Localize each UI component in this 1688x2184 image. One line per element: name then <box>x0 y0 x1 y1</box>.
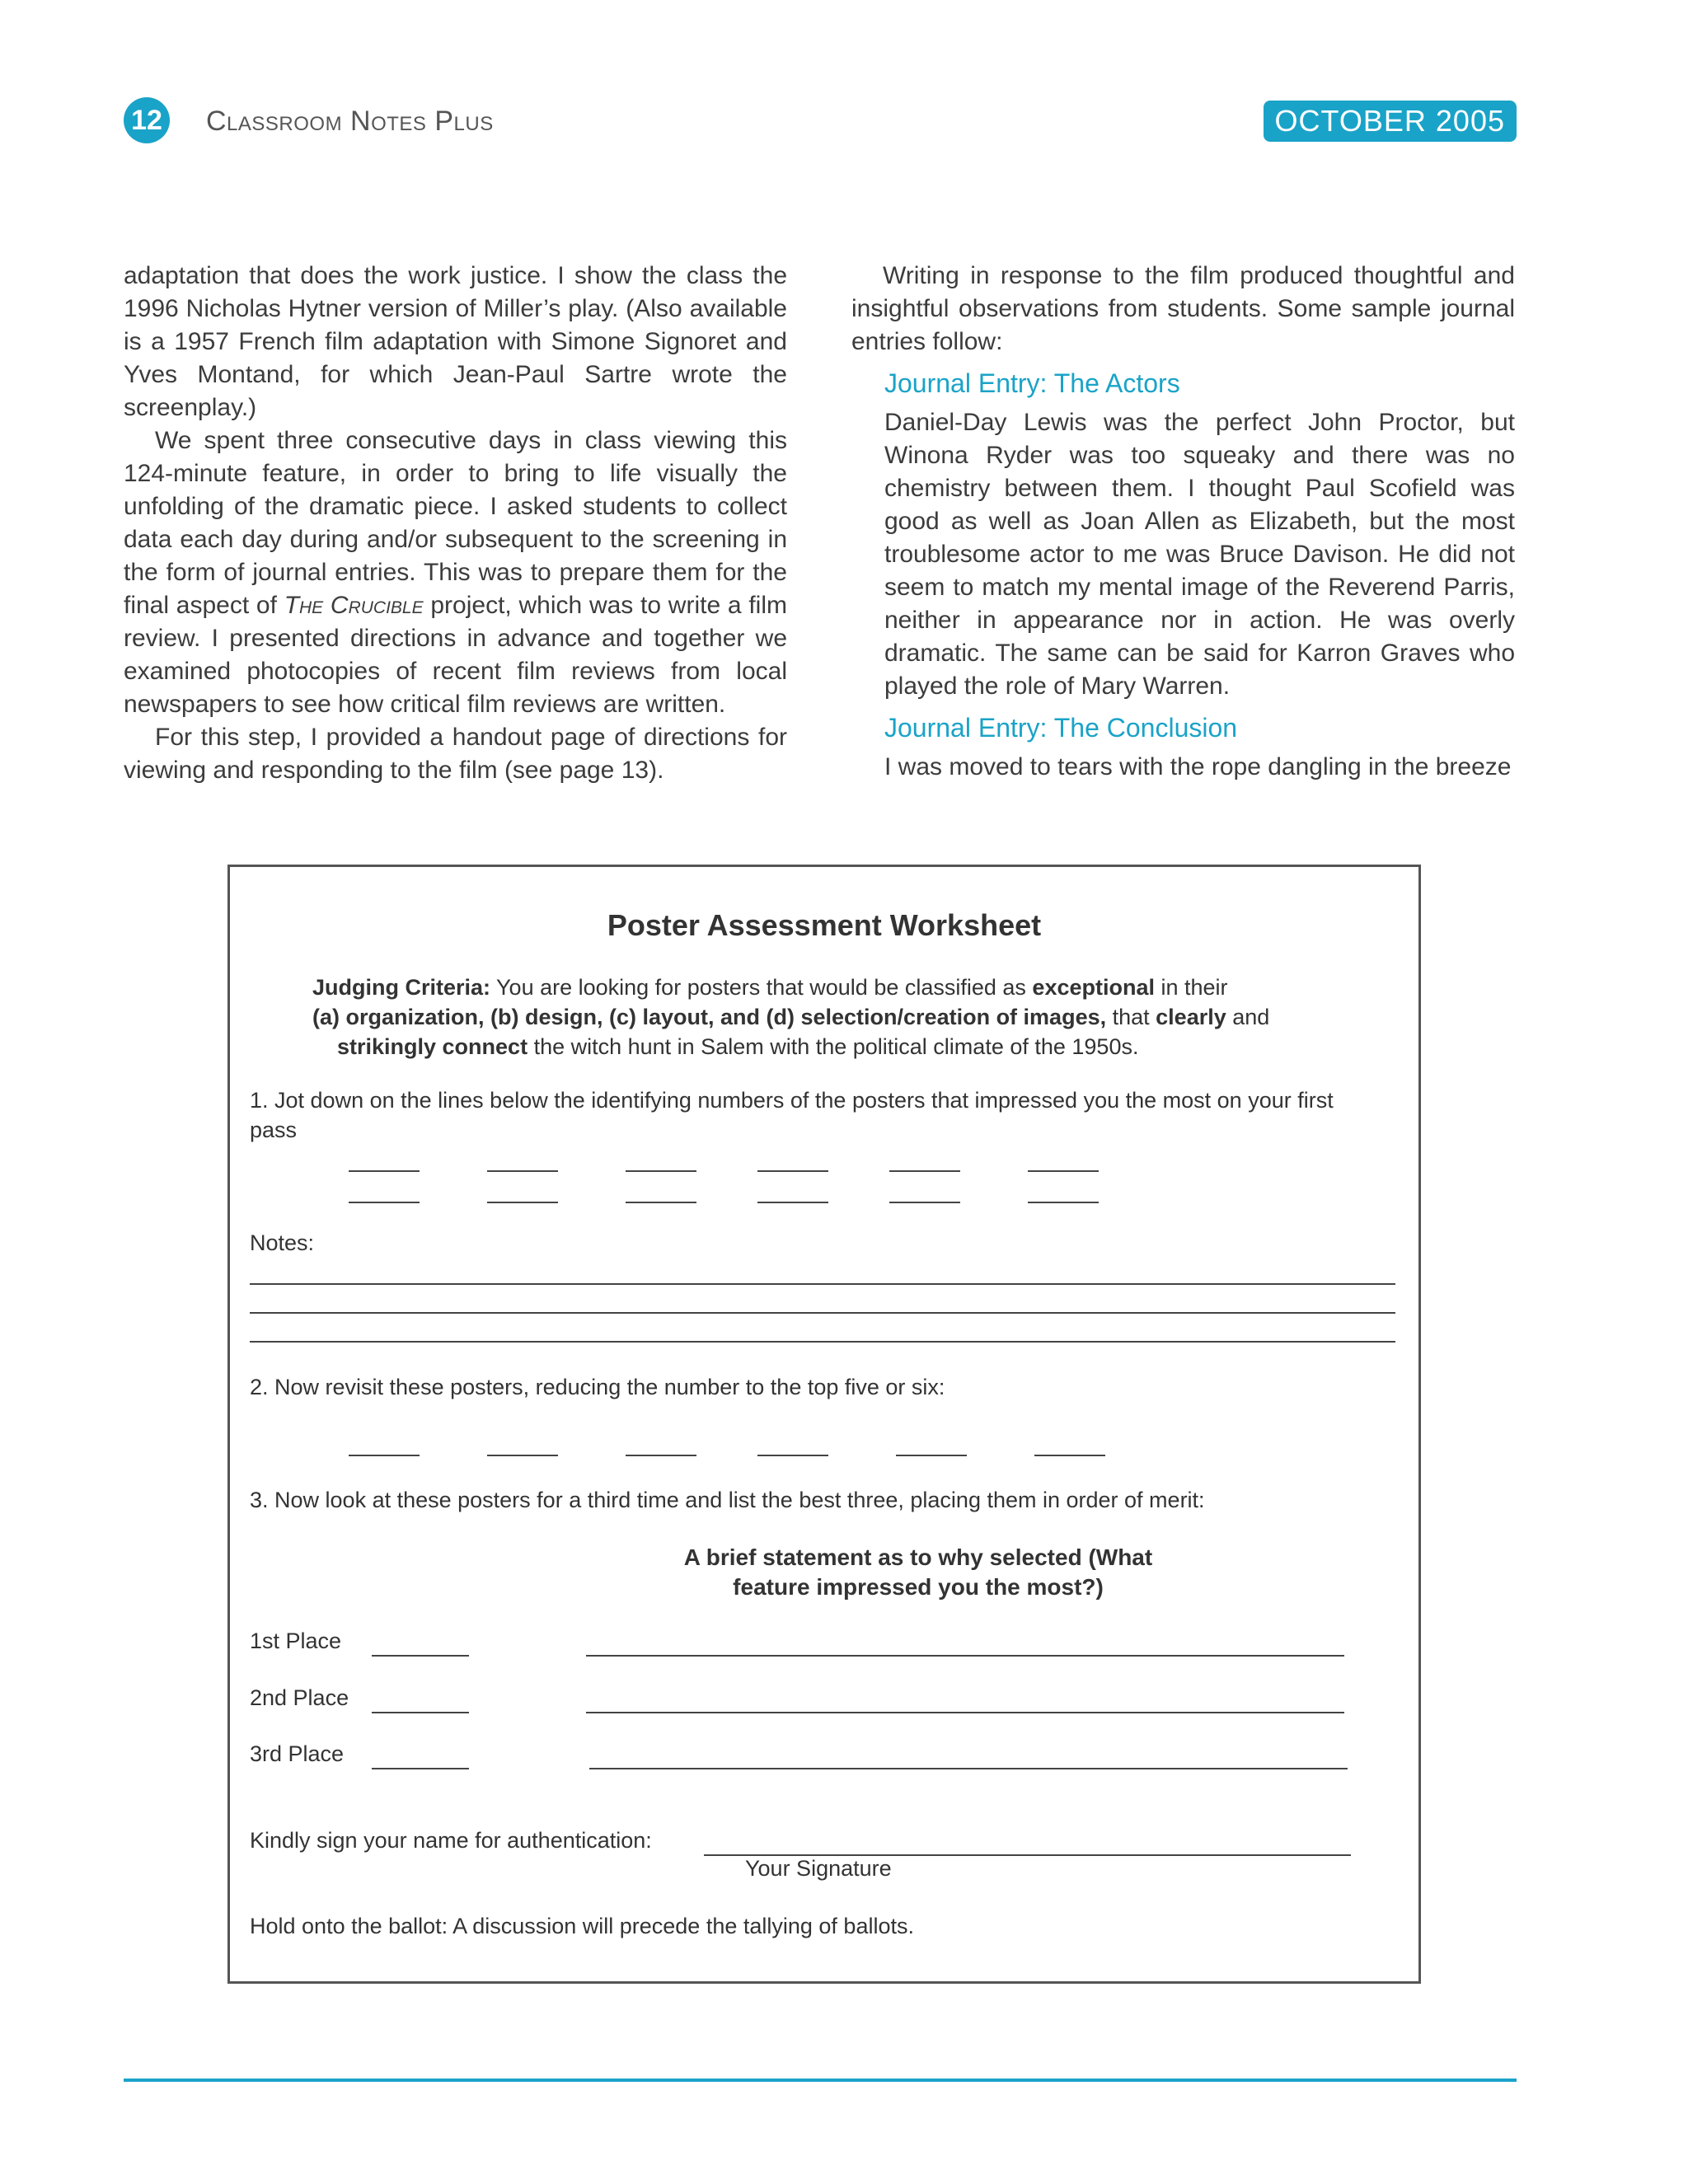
criteria-label: Judging Criteria: <box>312 975 491 1000</box>
criteria-text: that <box>1106 1005 1156 1029</box>
answer-blank[interactable] <box>896 1455 967 1456</box>
footer-note: Hold onto the ballot: A discussion will precede the tallying of ballots. <box>250 1914 914 1938</box>
answer-blank[interactable] <box>487 1455 558 1456</box>
bottom-divider <box>124 2079 1517 2082</box>
criteria-text: and <box>1226 1005 1270 1029</box>
journal-entry-text: I was moved to tears with the rope dangling in the breeze <box>884 753 1512 780</box>
paragraph: For this step, I provided a handout page of directions for viewing and responding to the film (see page 13). <box>124 724 787 784</box>
paragraph-text: We spent three consecutive days in class viewing this 124-minute feature, in order to bring to life visually the unfolding of the dramatic piece. I asked students to collect data each day during and/or subsequent to the screening in the form of journal entries. This was to prepare them for the final aspect of <box>124 427 787 619</box>
answer-blank[interactable] <box>757 1170 828 1172</box>
statement-heading: A brief statement as to why selected (What feature impressed you the most?) <box>683 1544 1153 1600</box>
journal-entry-heading: Journal Entry: The Actors <box>884 368 1180 398</box>
poster-assessment-worksheet <box>227 865 1421 1984</box>
third-place-blank[interactable] <box>372 1768 469 1769</box>
question-3: 3. Now look at these posters for a third time and list the best three, placing them in order of merit: <box>250 1488 1205 1512</box>
answer-blank[interactable] <box>626 1202 696 1203</box>
first-place-blank[interactable] <box>372 1655 469 1657</box>
notes-line[interactable] <box>250 1341 1395 1343</box>
answer-blank[interactable] <box>1028 1202 1099 1203</box>
second-place-statement-line[interactable] <box>586 1712 1344 1713</box>
answer-blank[interactable] <box>487 1202 558 1203</box>
criteria-emphasis: clearly <box>1156 1005 1226 1029</box>
journal-entry-text: Daniel-Day Lewis was the perfect John Proctor, but Winona Ryder was too squeaky and there was no chemistry between them. I thought Paul Scofield was good as well as Joan Allen as Elizabeth, but the most troublesome actor to me was Bruce Davison. He did not seem to match my mental image of the Reverend Parris, neither in appearance nor in action. He was overly dramatic. The same can be said for Karron Graves who played the role of Mary Warren. <box>884 409 1515 700</box>
notes-line[interactable] <box>250 1283 1395 1285</box>
third-place-label: 3rd Place <box>250 1741 345 1766</box>
criteria-text: the witch hunt in Salem with the political climate of the 1950s. <box>528 1034 1139 1059</box>
play-title: The Crucible <box>284 592 424 619</box>
third-place-statement-line[interactable] <box>589 1768 1348 1769</box>
criteria-emphasis: strikingly connect <box>337 1034 528 1059</box>
publication-name: Classroom Notes Plus <box>206 105 494 137</box>
notes-label: Notes: <box>250 1230 315 1255</box>
answer-blank[interactable] <box>757 1202 828 1203</box>
answer-blank[interactable] <box>757 1455 828 1456</box>
answer-blank[interactable] <box>889 1170 960 1172</box>
worksheet-title: Poster Assessment Worksheet <box>607 908 1042 942</box>
signature-label: Your Signature <box>745 1856 892 1881</box>
page-number-badge: 12 <box>124 97 170 143</box>
journal-entry-heading: Journal Entry: The Conclusion <box>884 713 1238 743</box>
paragraph: adaptation that does the work justice. I show the class the 1996 Nicholas Hytner version of Miller’s play. (Also available is a 1957 French film adaptation with Simone Signoret and Yves Montand, for which Jean-Paul Sartre wrote the screenplay.) <box>124 262 787 421</box>
right-column <box>851 260 1515 784</box>
answer-blank[interactable] <box>349 1170 420 1172</box>
first-place-label: 1st Place <box>250 1629 342 1653</box>
answer-blank[interactable] <box>487 1170 558 1172</box>
answer-blank[interactable] <box>626 1455 696 1456</box>
criteria-text: in their <box>1154 975 1228 1000</box>
question-1: 1. Jot down on the lines below the identifying numbers of the posters that impressed you the most on your first pass <box>250 1088 1334 1142</box>
judging-criteria <box>312 972 1376 1062</box>
question-2: 2. Now revisit these posters, reducing the number to the top five or six: <box>250 1375 945 1399</box>
criteria-emphasis: (a) organization, (b) design, (c) layout, and (d) selection/creation of images, <box>312 1005 1107 1029</box>
answer-blank[interactable] <box>626 1170 696 1172</box>
answer-blank[interactable] <box>889 1202 960 1203</box>
criteria-emphasis: exceptional <box>1032 975 1155 1000</box>
left-column <box>124 260 787 787</box>
paragraph-text: project, which was to write a film review. I presented directions in advance and together we examined photocopies of recent film reviews from local newspapers to see how critical film reviews are written. <box>124 592 787 718</box>
notes-line[interactable] <box>250 1312 1395 1314</box>
second-place-blank[interactable] <box>372 1712 469 1713</box>
answer-blank[interactable] <box>1028 1170 1099 1172</box>
answer-blank[interactable] <box>1034 1455 1105 1456</box>
answer-blank[interactable] <box>349 1202 420 1203</box>
paragraph: Writing in response to the film produced thoughtful and insightful observations from students. Some sample journal entries follow: <box>851 262 1515 355</box>
answer-blank[interactable] <box>349 1455 420 1456</box>
second-place-label: 2nd Place <box>250 1685 349 1710</box>
first-place-statement-line[interactable] <box>586 1655 1344 1657</box>
criteria-text: You are looking for posters that would be classified as <box>490 975 1033 1000</box>
page-header <box>124 97 1517 147</box>
signature-prompt: Kindly sign your name for authentication: <box>250 1828 652 1853</box>
issue-date-badge: OCTOBER 2005 <box>1264 101 1517 142</box>
paragraph <box>124 424 787 721</box>
